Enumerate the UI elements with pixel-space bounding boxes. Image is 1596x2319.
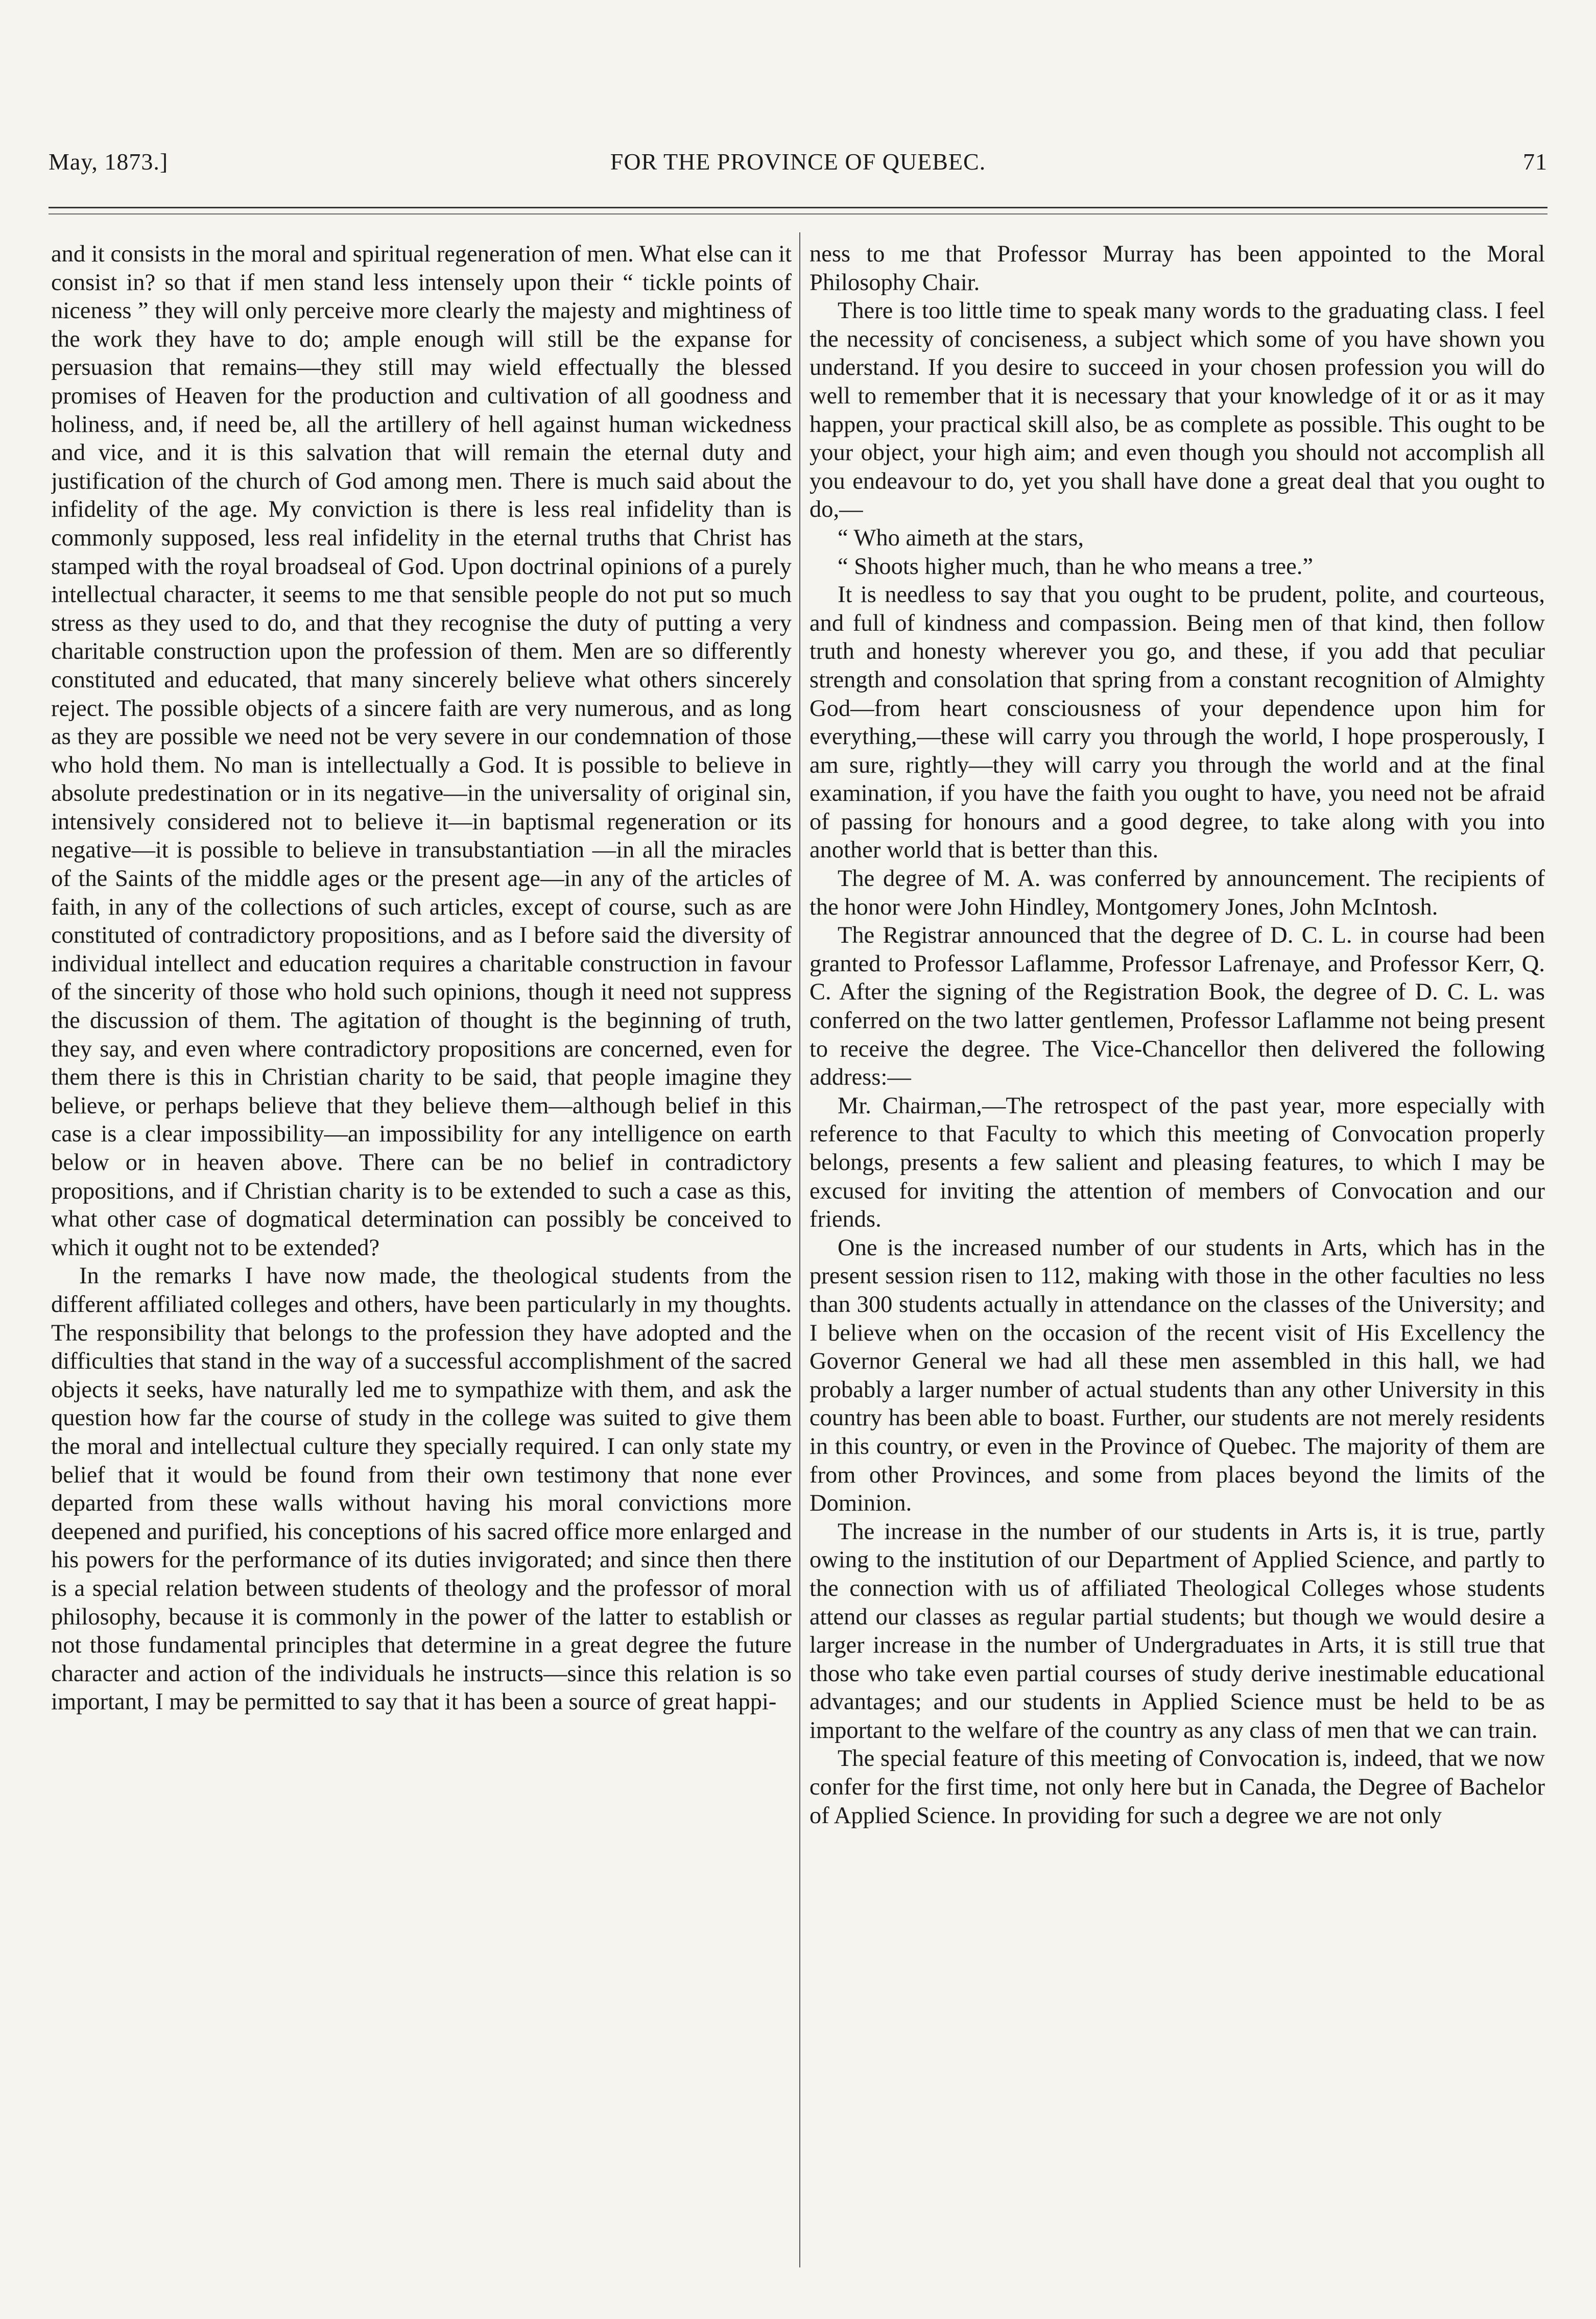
header-rule xyxy=(49,207,1547,208)
paragraph: The special feature of this meeting of Convocation is, indeed, that we now confer for the first time, not only here but in Canada, the Degree of Bachelor of Applied Science. In providing for such a degree we are not only xyxy=(809,1746,1545,1829)
paragraph: The increase in the number of our students in Arts is, it is true, partly owing to the institution of our Department of Applied Science, and partly to the connection with us of affiliated Theological Colleges whose students attend our classes as regular partial students; but though we would desire a larger increase in the number of Undergraduates in Arts, it is still true that those who take even partial courses of study derive inestimable educational advantages; and our students in Applied Science must be held to be as important to the welfare of the country as any class of men that we can train. xyxy=(809,1518,1545,1743)
quote-line: “ Shoots higher much, than he who means a tree.” xyxy=(838,553,1314,580)
right-column xyxy=(809,240,1545,2267)
paragraph: ness to me that Professor Murray has been appointed to the Moral Philosophy Chair. xyxy=(809,241,1545,296)
header-title: FOR THE PROVINCE OF QUEBEC. xyxy=(610,149,986,175)
paragraph: It is needless to say that you ought to be prudent, polite, and courteous, and full of kindness and compassion. Being men of that kind, then follow truth and honesty wherever you go, and these, if you add that peculiar strength and consolation that spring from a constant recognition of Almighty God—from heart consciousness of your dependence upon him for everything,—these will carry you through the world, I hope prosperously, I am sure, rightly—they will carry you through the world and at the final examination, if you have the faith you ought to have, you need not be afraid of passing for honours and a good degree, to take along with you into another world that is better than this. xyxy=(809,582,1545,864)
paragraph: One is the increased number of our students in Arts, which has in the present session risen to 112, making with those in the other faculties no less than 300 students actually in attendance on the classes of the University; and I believe when on the occasion of the recent visit of His Excellency the Governor General we had all these men assembled in this hall, we had probably a larger number of actual students than any other University in this country has been able to boast. Further, our students are not merely residents in this country, or even in the Province of Quebec. The majority of them are from other Provinces, and some from places beyond the limits of the Dominion. xyxy=(809,1234,1545,1517)
paragraph: The Registrar announced that the degree of D. C. L. in course had been granted to Professor Laflamme, Professor Lafrenaye, and Professor Kerr, Q. C. After the signing of the Registration Book, the degree of D. C. L. was conferred on the two latter gentlemen, Professor Laflamme not being present to receive the degree. The Vice-Chancellor then delivered the following address:— xyxy=(809,922,1545,1091)
column-divider xyxy=(799,232,800,2267)
paragraph: In the remarks I have now made, the theological students from the different affiliated colleges and others, have been particularly in my thoughts. The responsibility that belongs to the profession they have adopted and the difficulties that stand in the way of a successful accomplishment of the sacred objects it seeks, have naturally led me to sympathize with them, and ask the question how far the course of study in the college was suited to give them the moral and intellectual culture they specially required. I can only state my belief that it would be found from their own testimony that none ever departed from these walls without having his moral convictions more deepened and purified, his conceptions of his sacred office more enlarged and his powers for the performance of its duties invigorated; and since then there is a special relation between students of theology and the professor of moral philosophy, because it is commonly in the power of the latter to establish or not those fundamental principles that determine in a great degree the future character and action of the individuals he instructs—since this relation is so important, I may be permitted to say that it has been a source of great happi- xyxy=(51,1263,792,1715)
quote-line: “ Who aimeth at the stars, xyxy=(838,524,1084,551)
paragraph: The degree of M. A. was conferred by announcement. The recipients of the honor were John Hindley, Montgomery Jones, John McIntosh. xyxy=(809,866,1545,920)
paragraph: and it consists in the moral and spiritual regeneration of men. What else can it consist in? so that if men stand less intensely upon their “ tickle points of niceness ” they will only perceive more clearly the majesty and mightiness of the work they have to do; ample enough will still be the expanse for persuasion that remains—they still may wield effectually the blessed promises of Heaven for the production and cultivation of all goodness and holiness, and, if need be, all the artillery of hell against human wickedness and vice, and it is this salvation that will remain the eternal duty and justification of the church of God among men. There is much said about the infidelity of the age. My conviction is there is less real infidelity than is commonly supposed, less real infidelity in the eternal truths that Christ has stamped with the royal broadseal of God. Upon doctrinal opinions of a purely intellectual character, it seems to me that sensible people do not put so much stress as they used to do, and that they recognise the duty of putting a very charitable construction upon the profession of them. Men are so differently constituted and educated, that many sincerely believe what others sincerely reject. The possible objects of a sincere faith are very numerous, and as long as they are possible we need not be very severe in our condemnation of those who hold them. No man is intellectually a God. It is possible to believe in absolute predestination or in its negative—in the universality of original sin, intensively considered not to believe it—in baptismal regeneration or its negative—it is possible to believe in transubstantiation —in all the miracles of the Saints of the middle ages or the present age—in any of the articles of faith, in any of the collections of such articles, except of course, such as are constituted of contradictory propositions, and as I before said the diversity of individual intellect and education requires a charitable construction in favour of the sincerity of those who hold such opinions, though it need not suppress the discussion of them. The agitation of thought is the beginning of truth, they say, and even where contradictory propositions are concerned, even for them there is this in Christian charity to be said, that people imagine they believe, or perhaps believe that they believe them—although belief in this case is a clear impossibility—an impossibility for any intelligence on earth below or in heaven above. There can be no belief in contradictory propositions, and if Christian charity is to be extended to such a case as this, what other case of dogmatical determination can possibly be conceived to which it ought not to be extended? xyxy=(51,241,792,1261)
header-rule-secondary xyxy=(49,213,1547,214)
header-date: May, 1873.] xyxy=(49,149,169,175)
page-header xyxy=(49,148,1547,194)
paragraph: Mr. Chairman,—The retrospect of the past year, more especially with reference to that Faculty to which this meeting of Convocation properly belongs, presents a few salient and pleasing features, to which I may be excused for inviting the attention of members of Convocation and our friends. xyxy=(809,1092,1545,1233)
left-column xyxy=(51,240,792,2267)
paragraph: There is too little time to speak many words to the graduating class. I feel the necessity of conciseness, a subject which some of you have shown you understand. If you desire to succeed in your chosen profession you will do well to remember that it is necessary that your knowledge of it or as it may happen, your practical skill also, be as complete as possible. This ought to be your object, your high aim; and even though you should not accomplish all you endeavour to do, yet you shall have done a great deal that you ought to do,— xyxy=(809,298,1545,523)
page-number: 71 xyxy=(1523,149,1547,175)
